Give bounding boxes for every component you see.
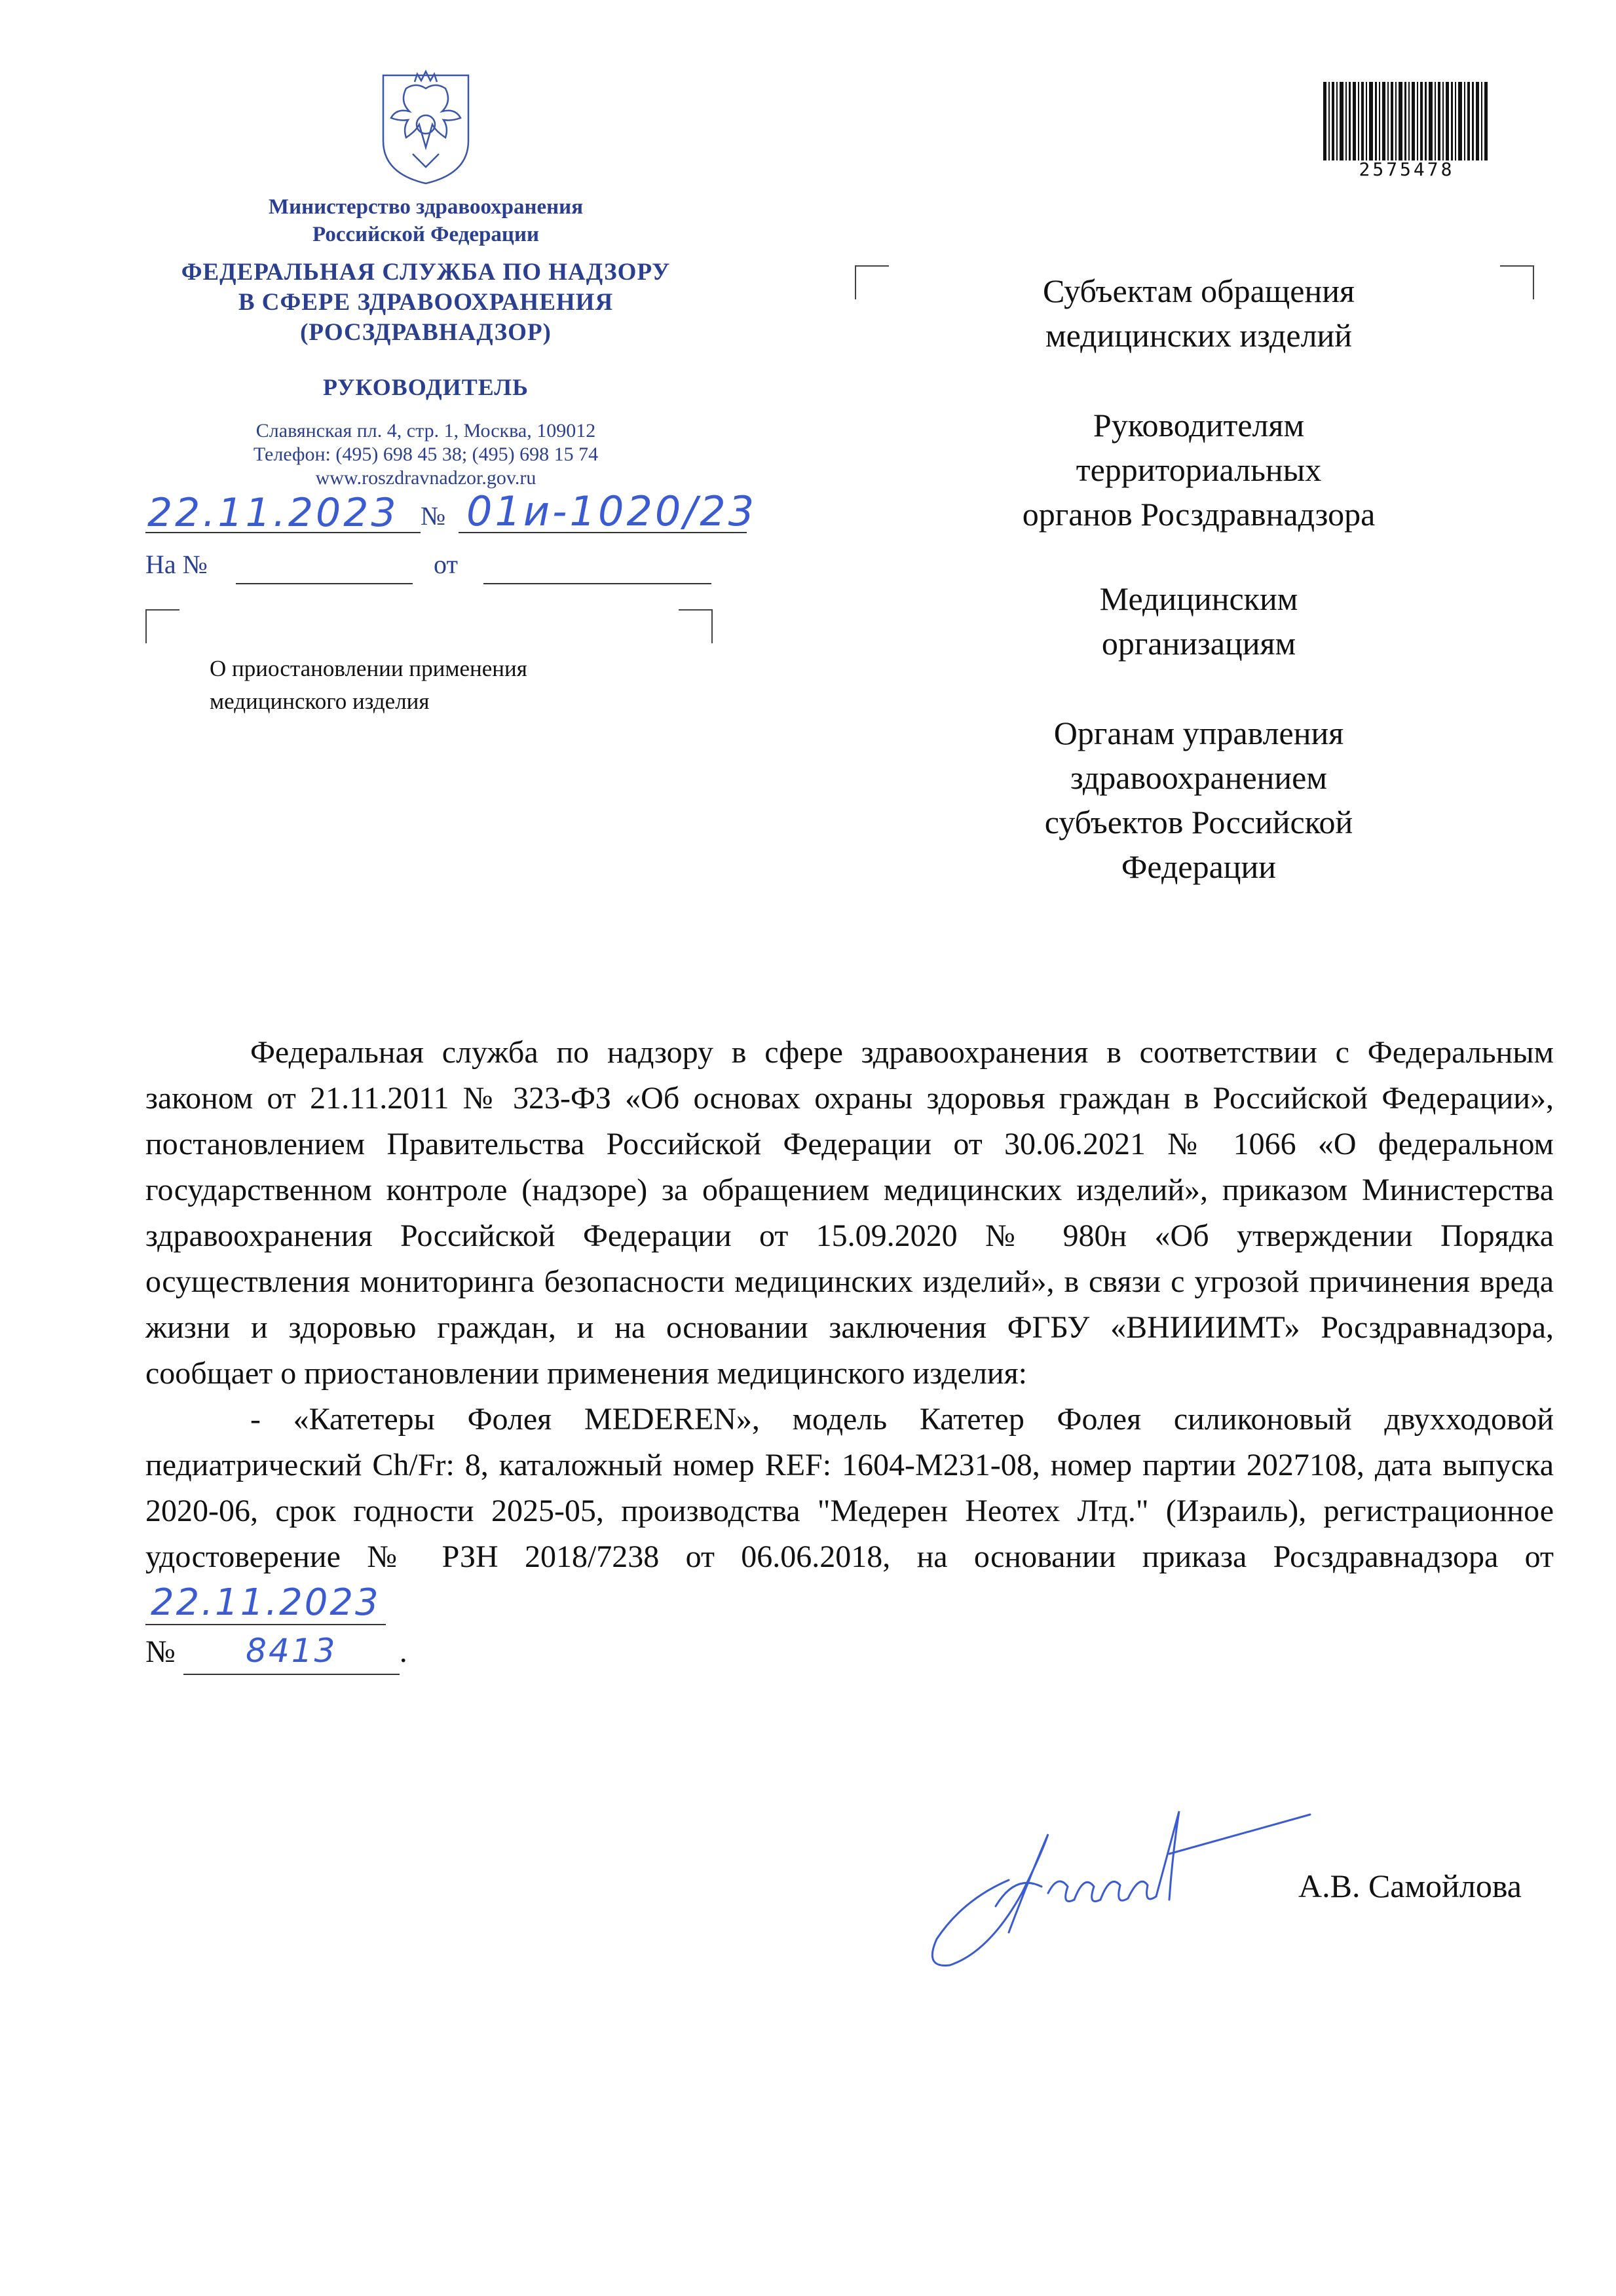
- reply-date-underline: [483, 583, 711, 584]
- order-number-line: [145, 1628, 1554, 1675]
- website-line: www.roszdravnadzor.gov.ru: [315, 467, 536, 489]
- reply-number-underline: [236, 583, 413, 584]
- addressee-line: Субъектам обращения: [1043, 273, 1355, 309]
- addressee-line: территориальных: [1076, 451, 1322, 488]
- subject-corner-left: [145, 609, 179, 643]
- addressee-line: организациям: [1101, 625, 1296, 662]
- body-paragraph: Федеральная служба по надзору в сфере здравоохранения в соответствии с Федеральным законом от 21.11.2011 № 323-ФЗ «Об основах охраны здоровья граждан в Российской Федерации», постановлением Правительства Российской Федерации от 30.06.2021 № 1066 «О федеральном государственном контроле (надзоре) за обращением медицинских изделий», приказом Министерства здравоохранения Российской Федерации от 15.09.2020 № 980н «Об утверждении Порядка осуществления мониторинга безопасности медицинских изделий», в связи с угрозой причинения вреда жизни и здоровью граждан, и на основании заключения ФГБУ «ВНИИИМТ» Росздравнадзора, сообщает о приостановлении применения медицинского изделия:: [145, 1035, 1554, 1391]
- registration-number-label: №: [421, 501, 446, 531]
- subject-block: [210, 652, 527, 718]
- addressee-line: медицинских изделий: [1045, 317, 1353, 354]
- addressee-line: Федерации: [1121, 848, 1277, 885]
- device-item-text: - «Катетеры Фолея MEDEREN», модель Катетер Фолея силиконовый двухходовой педиатрический Ch/Fr: 8, каталожный номер REF: 1604-M231-08, номер партии 2027108, дата выпуска 2020-06, срок годности 2025-05, производства "Медерен Неотех Лтд." (Израиль), регистрационное удостоверение № РЗН 2018/7238 от 06.06.2018, на основании приказа Росздравнадзора от: [145, 1402, 1554, 1574]
- device-item: [145, 1397, 1554, 1628]
- addressee-line: Органам управления: [1053, 715, 1344, 751]
- addressee-line: органов Росздравнадзора: [1022, 496, 1376, 533]
- reply-number-label: На №: [145, 550, 208, 579]
- barcode-number: 2575478: [1359, 159, 1455, 180]
- signature: [911, 1775, 1317, 1978]
- addressee-line: Медицинским: [1099, 580, 1298, 617]
- registration-date: 22.11.2023: [147, 490, 399, 536]
- registration-number: 01и-1020/23: [466, 487, 757, 535]
- letter-body: [145, 1030, 1554, 1675]
- service-line-1: ФЕДЕРАЛЬНАЯ СЛУЖБА ПО НАДЗОРУ: [181, 259, 671, 286]
- role-title: РУКОВОДИТЕЛЬ: [323, 374, 529, 400]
- order-number: 8413: [183, 1628, 400, 1675]
- service-name: [131, 257, 721, 348]
- service-line-3: (РОСЗДРАВНАДЗОР): [300, 319, 552, 346]
- reply-from-label: от: [434, 550, 458, 579]
- barcode: [1323, 82, 1490, 160]
- address-block: [157, 419, 694, 490]
- addressee-line: здравоохранением: [1070, 759, 1327, 796]
- subject-line-2: медицинского изделия: [210, 688, 430, 714]
- addressee-2: [911, 403, 1487, 536]
- order-number-period: .: [399, 1634, 407, 1669]
- ministry-line-1: Министерство здравоохранения: [268, 195, 584, 219]
- service-line-2: В СФЕРЕ ЗДРАВООХРАНЕНИЯ: [238, 289, 614, 316]
- addressee-3: [911, 576, 1487, 666]
- addressee-line: субъектов Российской: [1044, 804, 1353, 840]
- coat-of-arms-emblem: [377, 62, 475, 187]
- ministry-line-2: Российской Федерации: [312, 223, 539, 246]
- order-number-label: №: [145, 1634, 176, 1669]
- addressee-1: [911, 269, 1487, 358]
- phone-line: Телефон: (495) 698 45 38; (495) 698 15 74: [253, 443, 599, 465]
- ministry-name: [157, 193, 694, 248]
- addressee-corner-right: [1500, 265, 1534, 299]
- subject-line-1: О приостановлении применения: [210, 656, 527, 681]
- subject-corner-right: [679, 609, 713, 643]
- addressee-corner-left: [855, 265, 889, 299]
- addressee-line: Руководителям: [1093, 407, 1305, 443]
- addressee-4: [911, 711, 1487, 889]
- order-date: 22.11.2023: [145, 1581, 386, 1625]
- signatory-name: А.В. Самойлова: [1298, 1868, 1522, 1904]
- address-line: Славянская пл. 4, стр. 1, Москва, 109012: [255, 420, 596, 442]
